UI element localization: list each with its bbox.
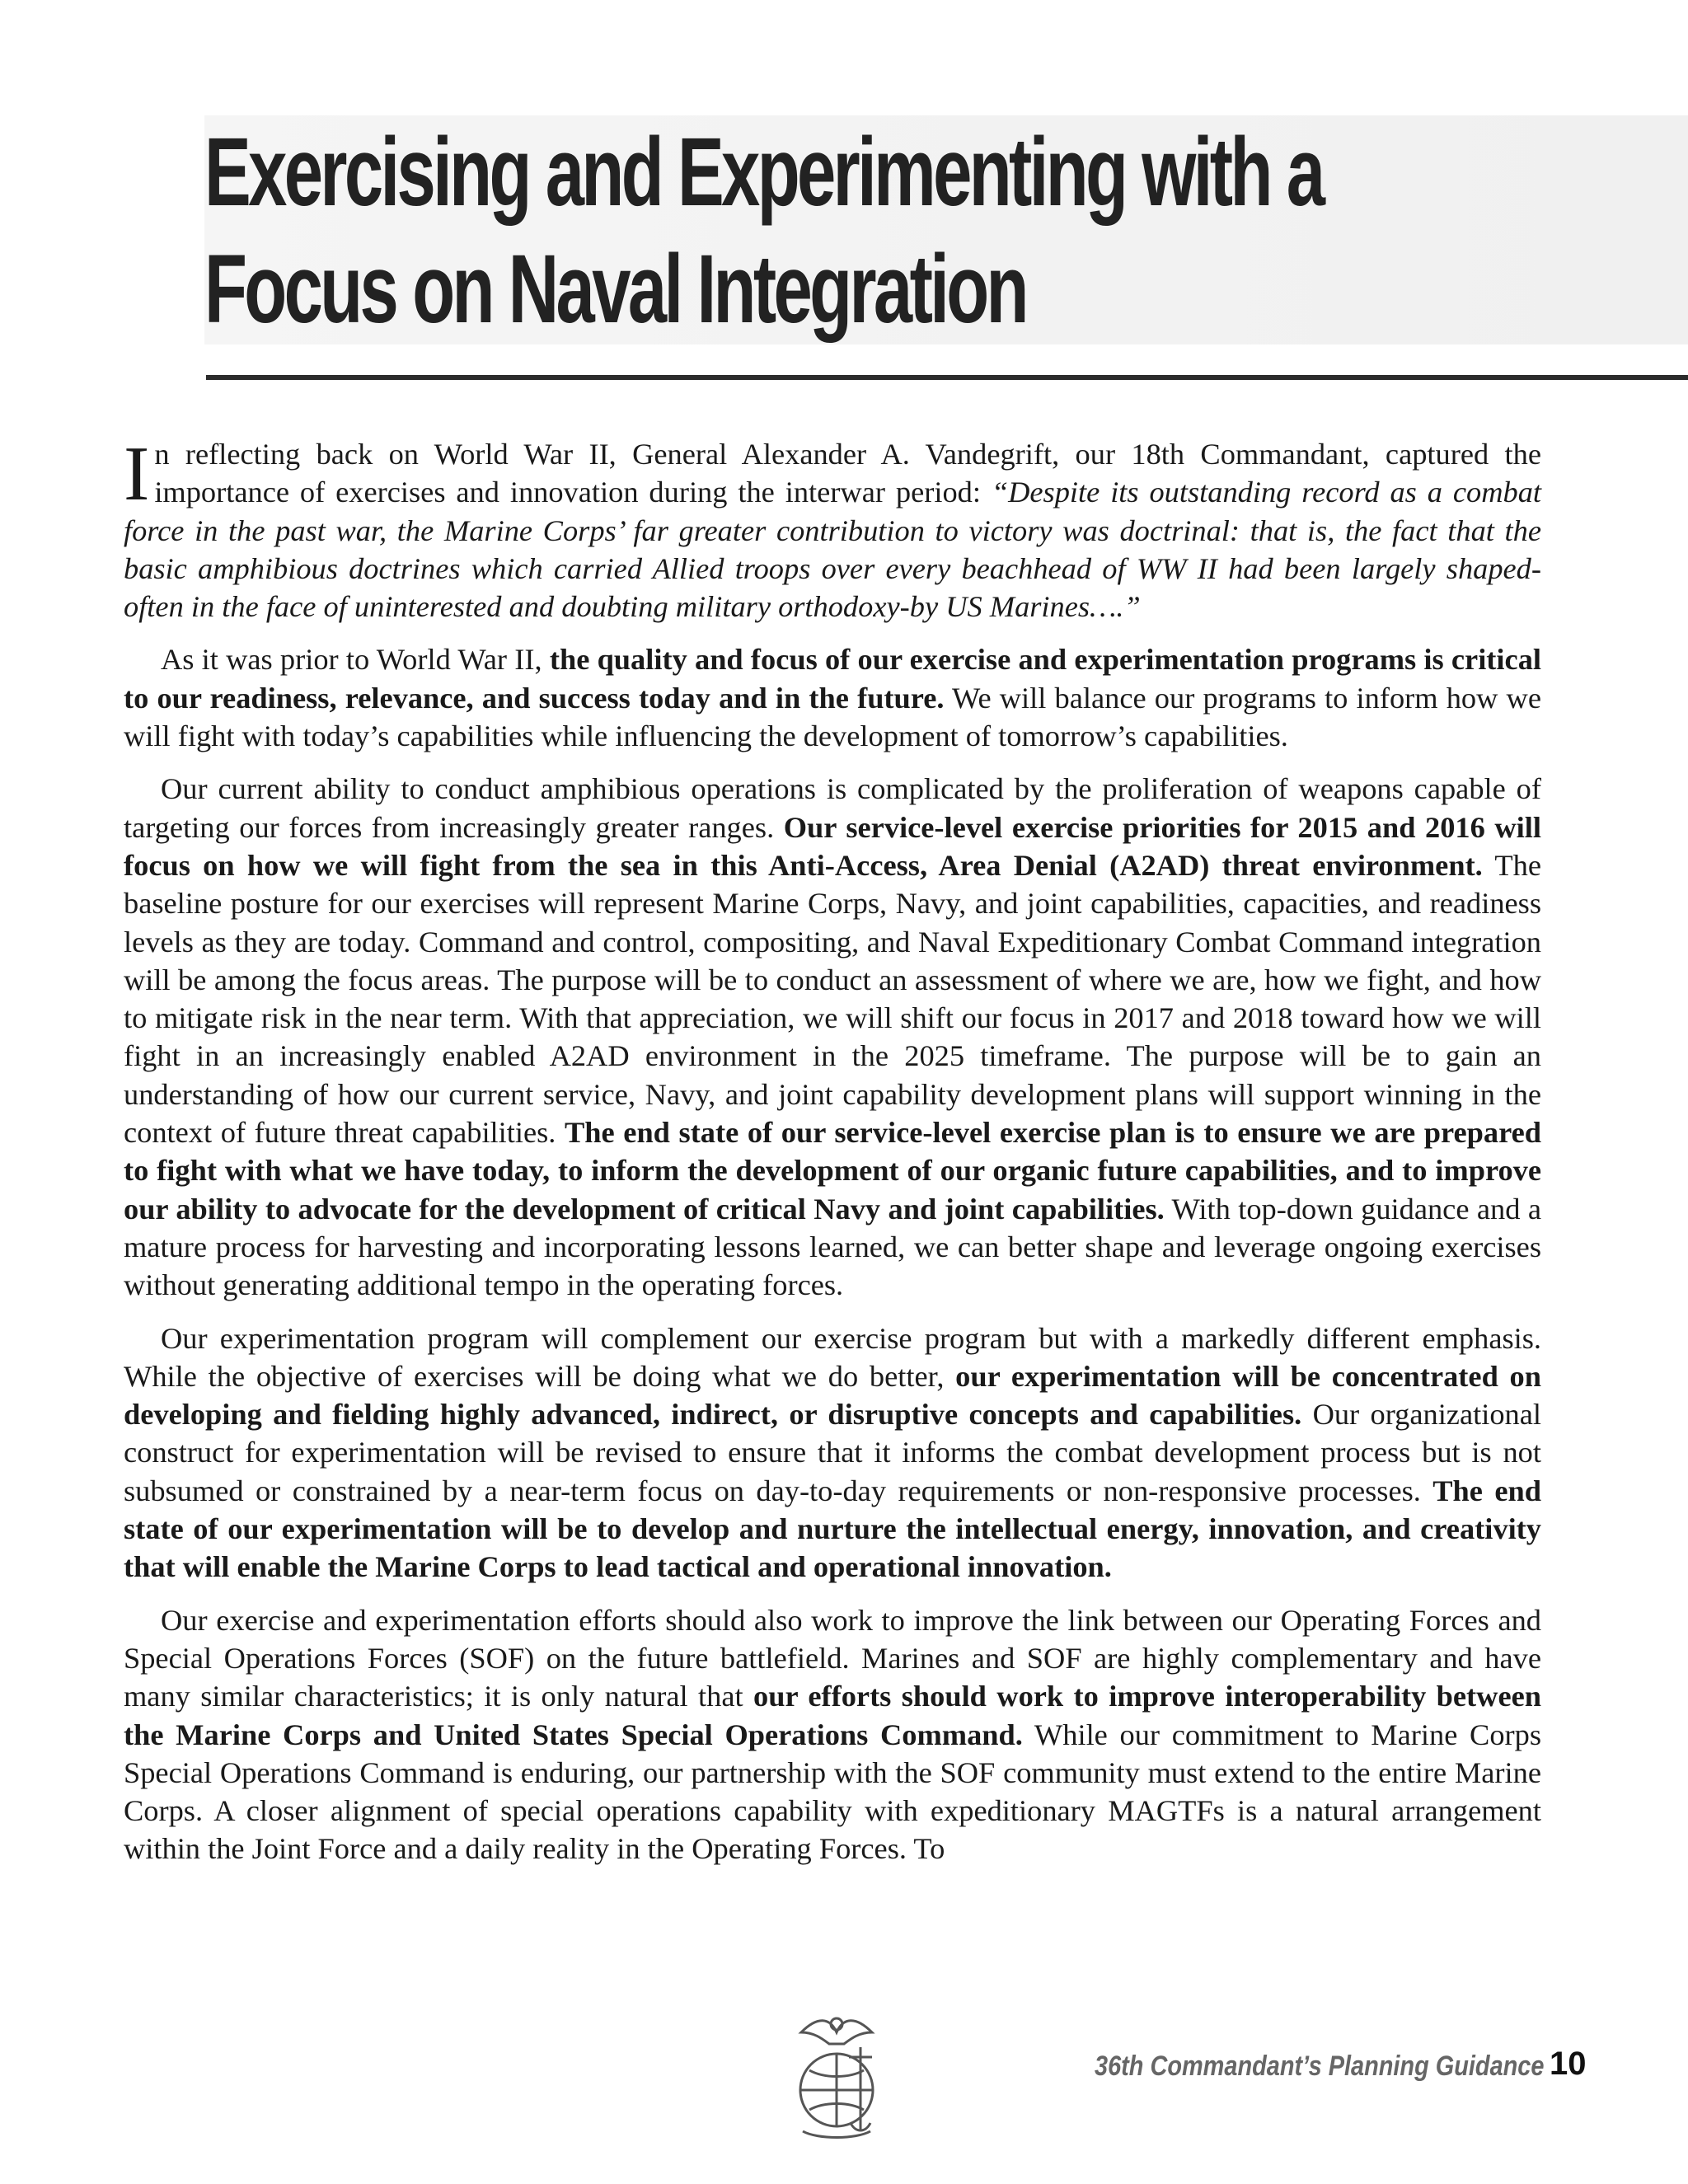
page-number: 10 [1550,2046,1587,2082]
paragraph-3 [124,770,1541,1304]
emphasis-run: our experimentation will be concentrated on developing and fielding highly advanced, indirect, or disruptive concepts and capabilities. [124,1359,1541,1432]
page-title [204,114,1322,348]
paragraph-5 [124,1601,1541,1868]
paragraph-4 [124,1319,1541,1586]
page-title-line-1: Exercising and Experimenting with a [204,118,1323,227]
paragraph-1 [124,431,1541,626]
title-divider-rule [206,375,1688,380]
emphasis-run: the quality and focus of our exercise and experimentation programs is critical to our readiness, relevance, and success today and in the future. [124,643,1541,715]
text-run: While our commitment to Marine Corps Special Operations Command is enduring, our partnership with the SOF community must extend to the entire Marine Corps. A closer alignment of special operations capability with expeditionary MAGTFs is a natural arrangement within the Joint Force and a daily reality in the Operating Forces. To [124,1718,1541,1866]
text-run: The baseline posture for our exercises will represent Marine Corps, Navy, and joint capabilities, capacities, and readiness levels as they are today. Command and control, compositing, and Naval Expeditionary Combat Command integration will be among the focus areas. The purpose will be to conduct an assessment of where we are, how we fight, and how to mitigate risk in the near term. With that appreciation, we will shift our focus in 2017 and 2018 toward how we will fight in an increasingly enabled A2AD environment in the 2025 timeframe. The purpose will be to gain an understanding of how our current service, Navy, and joint capability development plans will support winning in the context of future threat capabilities. [124,848,1541,1150]
footer-document-title: 36th Commandant’s Planning Guidance [1095,2050,1545,2082]
page-title-line-2: Focus on Naval Integration [204,235,1026,344]
eagle-globe-anchor-icon [785,2008,889,2146]
text-run: Our organizational construct for experimentation will be revised to ensure that it informs the combat development process but is not subsumed or constrained by a near-term focus on day-to-day requirements or non-responsive processes. [124,1398,1541,1507]
emphasis-run: Our service-level exercise priorities for 2015 and 2016 will focus on how we will fight from the sea in this Anti-Access, Area Denial (A2AD) threat environment. [124,810,1541,882]
emphasis-run: our efforts should work to improve interoperability between the Marine Corps and United States Special Operations Command. [124,1680,1541,1751]
paragraph-2 [124,640,1541,755]
text-run: n reflecting back on World War II, General Alexander A. Vandegrift, our 18th Commandant, captured the importance of exercises and innovation during the interwar period: [154,438,1541,509]
emphasis-run: The end state of our service-level exercise plan is to ensure we are prepared to fight with what we have today, to inform the development of our organic future capabilities, and to improve our ability to advocate for the development of critical Navy and joint capabilities. [124,1116,1541,1226]
vandegrift-quote: “Despite its outstanding record as a combat force in the past war, the Marine Corps’ far greater contribution to victory was doctrinal: that is, the fact that the basic amphibious doctrines which carried Allied troops over every beachhead of WW II had been largely shaped-often in the face of uninterested and doubting military orthodoxy-by US Marines….” [124,476,1541,624]
body-text [124,431,1541,1883]
text-run: Our exercise and experimentation efforts should also work to improve the link between our Operating Forces and Special Operations Forces (SOF) on the future battlefield. Marines and SOF are highly complementary and have many similar characteristics; it is only natural that [124,1603,1541,1713]
drop-cap: I [124,431,150,517]
text-run: With top-down guidance and a mature process for harvesting and incorporating lessons learned, we can better shape and leverage ongoing exercises without generating additional tempo in the operating forces. [124,1192,1541,1302]
text-run: As it was prior to World War II, [161,643,550,677]
emphasis-run: The end state of our experimentation will be to develop and nurture the intellectual energy, innovation, and creativity that will enable the Marine Corps to lead tactical and operational innovation. [124,1474,1541,1584]
text-run: Our current ability to conduct amphibious operations is complicated by the proliferation of weapons capable of targeting our forces from increasingly greater ranges. [124,772,1541,844]
text-run: Our experimentation program will complement our exercise program but with a markedly different emphasis. While the objective of exercises will be doing what we do better, [124,1321,1541,1393]
text-run: We will balance our programs to inform how we will fight with today’s capabilities while influencing the development of tomorrow’s capabilities. [124,681,1541,753]
